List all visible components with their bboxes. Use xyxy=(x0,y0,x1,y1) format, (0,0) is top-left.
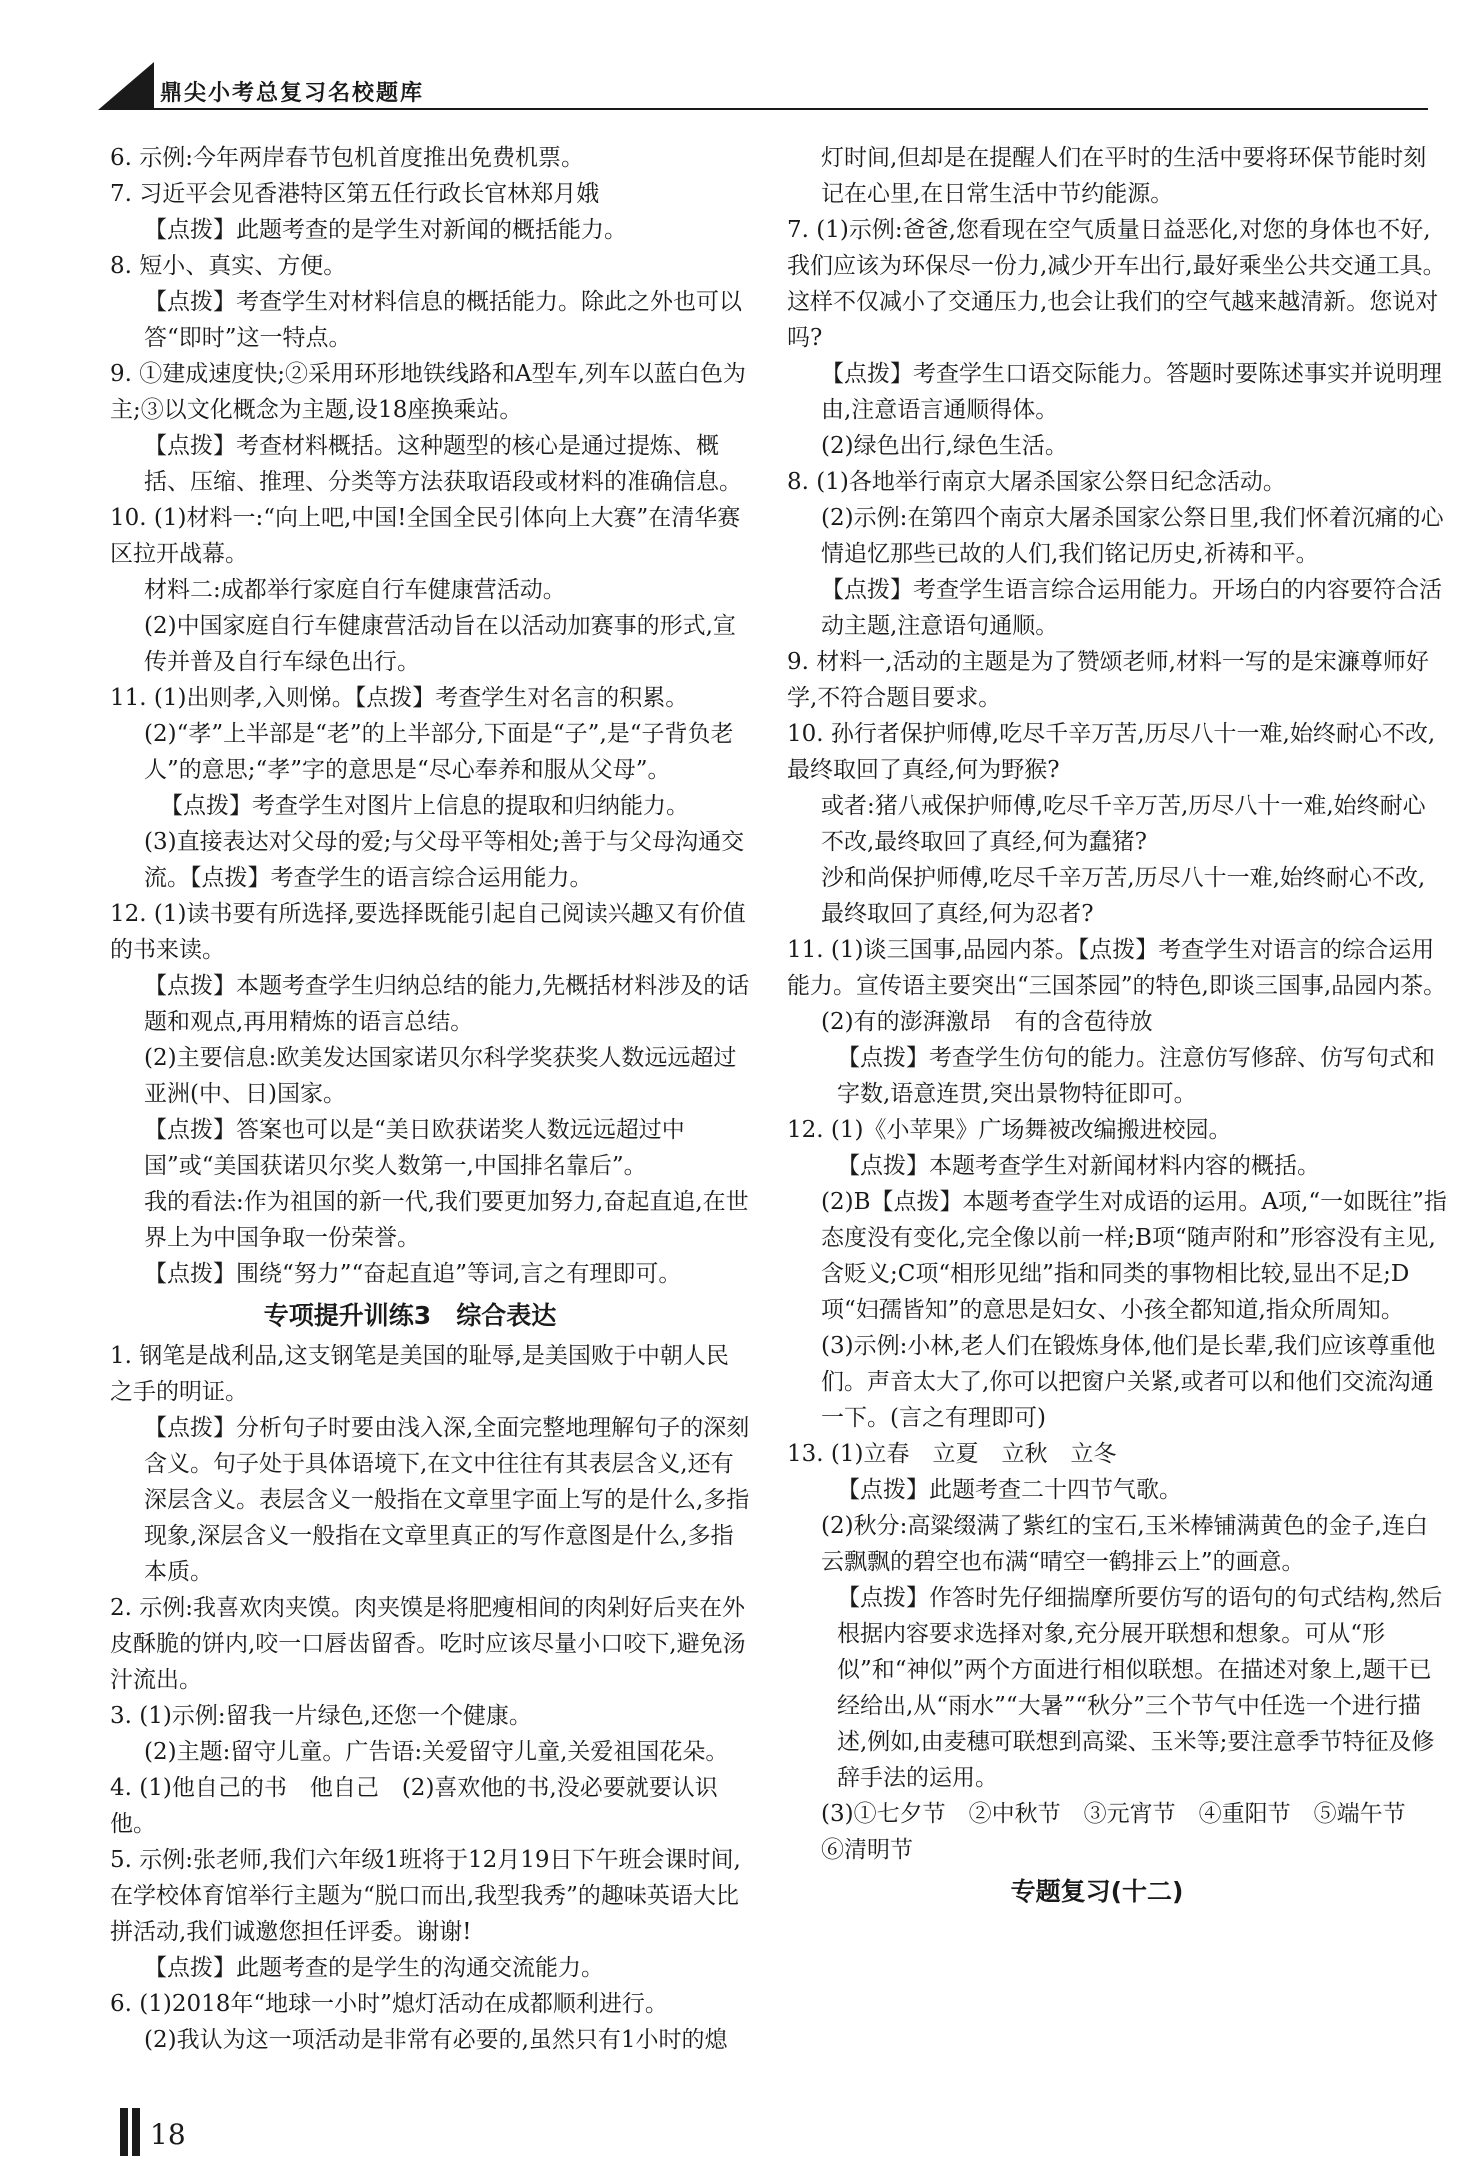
s3-answer-11-2-hint: 【点拨】考查学生仿句的能力。注意仿写修辞、仿写句式和字数,语意连贯,突出景物特征即可。 xyxy=(837,1045,1435,1107)
answer-12-1-hint: 【点拨】本题考查学生归纳总结的能力,先概括材料涉及的话题和观点,再用精炼的语言总结。 xyxy=(144,973,750,1035)
answer-12-opinion-hint: 【点拨】围绕“努力”“奋起直追”等词,言之有理即可。 xyxy=(144,1261,682,1287)
s3-answer-4: 4. (1)他自己的书 他自己 (2)喜欢他的书,没必要就要认识他。 xyxy=(110,1775,718,1837)
s3-answer-6-2-cont: 灯时间,但却是在提醒人们在平时的生活中要将环保节能时刻记在心里,在日常生活中节约能源。 xyxy=(821,145,1427,207)
s3-answer-10: 10. 孙行者保护师傅,吃尽千辛万苦,历尽八十一难,始终耐心不改,最终取回了真经,何为野猴? xyxy=(787,721,1436,783)
header-title: 鼎尖小考总复习名校题库 xyxy=(160,81,425,106)
s3-answer-6-2: (2)我认为这一项活动是非常有必要的,虽然只有1小时的熄 xyxy=(144,2027,728,2053)
answer-11-2: (2)“孝”上半部是“老”的上半部分,下面是“子”,是“子背负老人”的意思;“孝”字的意思是“尽心奉养和服从父母”。 xyxy=(144,721,734,783)
answer-11-2-hint: 【点拨】考查学生对图片上信息的提取和归纳能力。 xyxy=(160,793,689,819)
answer-9-hint: 【点拨】考查材料概括。这种题型的核心是通过提炼、概括、压缩、推理、分类等方法获取语段或材料的准确信息。 xyxy=(144,433,742,495)
section-heading-3: 专项提升训练3 综合表达 xyxy=(263,1301,557,1330)
s3-answer-7-hint: 【点拨】考查学生口语交际能力。答题时要陈述事实并说明理由,注意语言通顺得体。 xyxy=(821,361,1442,423)
s3-answer-12-3: (3)示例:小林,老人们在锻炼身体,他们是长辈,我们应该尊重他们。声音太大了,你可以把窗户关紧,或者可以和他们交流沟通一下。(言之有理即可) xyxy=(821,1333,1436,1431)
s3-answer-1: 1. 钢笔是战利品,这支钢笔是美国的耻辱,是美国败于中朝人民之手的明证。 xyxy=(110,1343,729,1405)
s3-answer-3-2: (2)主题:留守儿童。广告语:关爱留守儿童,关爱祖国花朵。 xyxy=(144,1739,729,1765)
s3-answer-8-1: 8. (1)各地举行南京大屠杀国家公祭日纪念活动。 xyxy=(787,469,1286,495)
s3-answer-9: 9. 材料一,活动的主题是为了赞颂老师,材料一写的是宋濂尊师好学,不符合题目要求。 xyxy=(787,649,1429,711)
s3-answer-5: 5. 示例:张老师,我们六年级1班将于12月19日下午班会课时间,在学校体育馆举行主题为“脱口而出,我型我秀”的趣味英语大比拼活动,我们诚邀您担任评委。谢谢! xyxy=(110,1847,741,1945)
s3-answer-12-1: 12. (1)《小苹果》广场舞被改编搬进校园。 xyxy=(787,1117,1232,1143)
answer-11-1: 11. (1)出则孝,入则悌。【点拨】考查学生对名言的积累。 xyxy=(110,685,689,711)
right-column xyxy=(787,140,1447,1914)
s3-answer-1-hint: 【点拨】分析句子时要由浅入深,全面完整地理解句子的深刻含义。句子处于具体语境下,在文中往往有其表层含义,还有深层含义。表层含义一般指在文章里字面上写的是什么,多指现象,深层含义一般指在文章里真正的写作意图是什么,多指本质。 xyxy=(144,1415,750,1585)
s3-answer-13-1: 13. (1)立春 立夏 立秋 立冬 xyxy=(787,1441,1117,1467)
s3-answer-3-1: 3. (1)示例:留我一片绿色,还您一个健康。 xyxy=(110,1703,532,1729)
answer-8: 8. 短小、真实、方便。 xyxy=(110,253,347,279)
s3-answer-2: 2. 示例:我喜欢肉夹馍。肉夹馍是将肥瘦相间的肉剁好后夹在外皮酥脆的饼内,咬一口唇齿留香。吃时应该尽量小口咬下,避免汤汁流出。 xyxy=(110,1595,746,1693)
section-heading-12: 专题复习(十二) xyxy=(1010,1877,1184,1906)
s3-answer-13-3: (3)①七夕节 ②中秋节 ③元宵节 ④重阳节 ⑤端午节 ⑥清明节 xyxy=(821,1801,1429,1863)
s3-answer-8-hint: 【点拨】考查学生语言综合运用能力。开场白的内容要符合活动主题,注意语句通顺。 xyxy=(821,577,1442,639)
answer-12-1: 12. (1)读书要有所选择,要选择既能引起自己阅读兴趣又有价值的书来读。 xyxy=(110,901,746,963)
answer-7-hint: 【点拨】此题考查的是学生对新闻的概括能力。 xyxy=(144,217,627,243)
s3-answer-7-2: (2)绿色出行,绿色生活。 xyxy=(821,433,1068,459)
header-triangle-decoration xyxy=(98,62,154,110)
page-number: 18 xyxy=(150,2118,186,2151)
answer-7: 7. 习近平会见香港特区第五任行政长官林郑月娥 xyxy=(110,181,600,207)
s3-answer-13-2: (2)秋分:高粱缀满了紫红的宝石,玉米棒铺满黄色的金子,连白云飘飘的碧空也布满“晴空一鹤排云上”的画意。 xyxy=(821,1513,1428,1575)
answer-12-2-hint: 【点拨】答案也可以是“美日欧获诺奖人数远远超过中国”或“美国获诺贝尔奖人数第一,中国排名靠后”。 xyxy=(144,1117,685,1179)
s3-answer-10-alt2: 沙和尚保护师傅,吃尽千辛万苦,历尽八十一难,始终耐心不改,最终取回了真经,何为忍者? xyxy=(821,865,1426,927)
s3-answer-7-1: 7. (1)示例:爸爸,您看现在空气质量日益恶化,对您的身体也不好,我们应该为环保尽一份力,减少开车出行,最好乘坐公共交通工具。这样不仅减小了交通压力,也会让我们的空气越来越清新。您说对吗? xyxy=(787,217,1446,351)
s3-answer-8-2: (2)示例:在第四个南京大屠杀国家公祭日里,我们怀着沉痛的心情追忆那些已故的人们,我们铭记历史,祈祷和平。 xyxy=(821,505,1444,567)
s3-answer-12-2: (2)B【点拨】本题考查学生对成语的运用。A项,“一如既往”指态度没有变化,完全像以前一样;B项“随声附和”形容没有主见,含贬义;C项“相形见绌”指和同类的事物相比较,显出不足;D项“妇孺皆知”的意思是妇女、小孩全都知道,指众所周知。 xyxy=(821,1189,1447,1323)
answer-10-1: 10. (1)材料一:“向上吧,中国!全国全民引体向上大赛”在清华赛区拉开战幕。 xyxy=(110,505,741,567)
answer-6: 6. 示例:今年两岸春节包机首度推出免费机票。 xyxy=(110,145,585,171)
answer-12-opinion: 我的看法:作为祖国的新一代,我们要更加努力,奋起直追,在世界上为中国争取一份荣誉。 xyxy=(144,1189,749,1251)
s3-answer-10-alt1: 或者:猪八戒保护师傅,吃尽千辛万苦,历尽八十一难,始终耐心不改,最终取回了真经,何为蠢猪? xyxy=(821,793,1426,855)
footer-bar-right xyxy=(132,2108,140,2156)
footer-bar-left xyxy=(120,2108,128,2156)
s3-answer-11-2: (2)有的澎湃激昂 有的含苞待放 xyxy=(821,1009,1153,1035)
answer-11-3: (3)直接表达对父母的爱;与父母平等相处;善于与父母沟通交流。【点拨】考查学生的语言综合运用能力。 xyxy=(144,829,745,891)
s3-answer-5-hint: 【点拨】此题考查的是学生的沟通交流能力。 xyxy=(144,1955,604,1981)
page-header xyxy=(88,62,1428,110)
s3-answer-11-1: 11. (1)谈三国事,品园内茶。【点拨】考查学生对语言的综合运用能力。宣传语主要突出“三国茶园”的特色,即谈三国事,品园内茶。 xyxy=(787,937,1447,999)
answer-10-material2: 材料二:成都举行家庭自行车健康营活动。 xyxy=(144,577,566,603)
s3-answer-12-1-hint: 【点拨】本题考查学生对新闻材料内容的概括。 xyxy=(837,1153,1320,1179)
s3-answer-6-1: 6. (1)2018年“地球一小时”熄灯活动在成都顺利进行。 xyxy=(110,1991,668,2017)
answer-9: 9. ①建成速度快;②采用环形地铁线路和A型车,列车以蓝白色为主;③以文化概念为主题,设18座换乘站。 xyxy=(110,361,746,423)
header-rule xyxy=(154,108,1428,110)
answer-10-2: (2)中国家庭自行车健康营活动旨在以活动加赛事的形式,宣传并普及自行车绿色出行。 xyxy=(144,613,736,675)
s3-answer-13-2-hint: 【点拨】作答时先仔细揣摩所要仿写的语句的句式结构,然后根据内容要求选择对象,充分展开联想和想象。可从“形似”和“神似”两个方面进行相似联想。在描述对象上,题干已经给出,从“雨水”“大暑”“秋分”三个节气中任选一个进行描述,例如,由麦穗可联想到高粱、玉米等;要注意季节特征及修辞手法的运用。 xyxy=(837,1585,1443,1791)
left-column xyxy=(110,140,750,2058)
answer-12-2: (2)主要信息:欧美发达国家诺贝尔科学奖获奖人数远远超过亚洲(中、日)国家。 xyxy=(144,1045,737,1107)
s3-answer-13-1-hint: 【点拨】此题考查二十四节气歌。 xyxy=(837,1477,1182,1503)
answer-8-hint: 【点拨】考查学生对材料信息的概括能力。除此之外也可以答“即时”这一特点。 xyxy=(144,289,742,351)
